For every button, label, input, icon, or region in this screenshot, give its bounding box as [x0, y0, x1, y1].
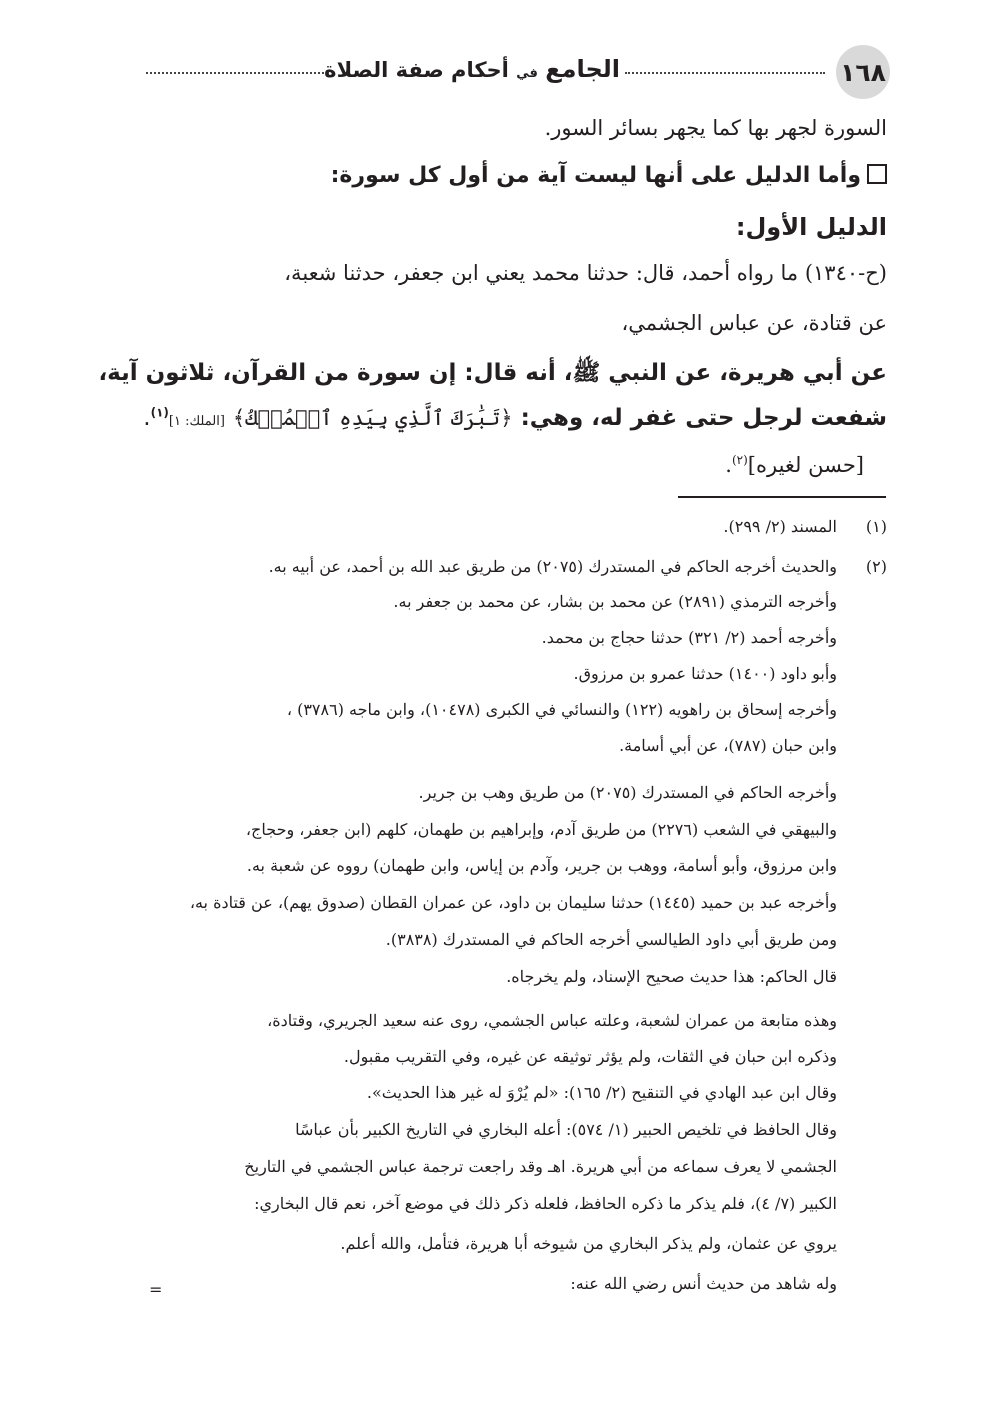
- running-title-main: الجامع: [545, 55, 620, 83]
- section-heading: [331, 163, 887, 188]
- footnote-line: وابن مرزوق، وأبو أسامة، ووهب بن جرير، وآدم بن إياس، وابن طهمان) رووه عن شعبة به.: [246, 856, 837, 875]
- footnote-marker-2: (٢): [731, 453, 748, 467]
- page-number: ١٦٨: [836, 45, 890, 99]
- footnote-line: وأخرجه عبد بن حميد (١٤٤٥) حدثنا سليمان بن داود، عن عمران القطان (صدوق يهم)، عن قتادة به،: [189, 893, 837, 912]
- footnote-line: والحديث أخرجه الحاكم في المستدرك (٢٠٧٥) من طريق عبد الله بن أحمد، عن أبيه به.: [268, 557, 837, 576]
- ayah-reference: [الملك: ١]: [168, 414, 225, 429]
- footnote-line: وابن حبان (٧٨٧)، عن أبي أسامة.: [619, 736, 837, 755]
- hadith-line-2: شفعت لرجل حتى غفر له، وهي: ﴿تَبَٰرَكَ ٱلَّذِي بِيَدِهِ ٱلۡمُلۡكُ﴾ [الملك: ١]$^{(١)}$.: [143, 405, 887, 431]
- footnote-line: وذكره ابن حبان في الثقات، ولم يؤثر توثيقه عن غيره، وفي التقريب مقبول.: [343, 1047, 837, 1066]
- footnote-line: وأخرجه إسحاق بن راهويه (١٢٢) والنسائي في الكبرى (١٠٤٧٨)، وابن ماجه (٣٧٨٦) ،: [286, 700, 837, 719]
- footnote-line: الكبير (٧/ ٤)، فلم يذكر ما ذكره الحافظ، فلعله ذكر ذلك في موضع آخر، نعم قال البخاري:: [254, 1194, 837, 1213]
- running-title-rest: أحكام صفة الصلاة: [324, 58, 509, 82]
- footnote-line: وأخرجه الحاكم في المستدرك (٢٠٧٥) من طريق وهب بن جرير.: [418, 783, 837, 802]
- chain-line-1: (ح-١٣٤٠) ما رواه أحمد، قال: حدثنا محمد يعني ابن جعفر، حدثنا شعبة،: [284, 261, 887, 285]
- footnote-line: يروي عن عثمان، ولم يذكر البخاري من شيوخه أبا هريرة، فتأمل، والله أعلم.: [340, 1234, 837, 1253]
- footnote-2-number: (٢): [865, 557, 887, 576]
- grade: [حسن لغيره]$^{(٢)}$.: [725, 453, 864, 477]
- footnote-line: وقال ابن عبد الهادي في التنقيح (٢/ ١٦٥): «لم يُرْوَ له غير هذا الحديث».: [366, 1083, 837, 1102]
- footnote-line: والبيهقي في الشعب (٢٢٧٦) من طريق آدم، وإبراهيم بن طهمان، كلهم (ابن جعفر، وحجاج،: [245, 820, 837, 839]
- footnote-line: وأخرجه الترمذي (٢٨٩١) عن محمد بن بشار، عن محمد بن جعفر به.: [393, 592, 837, 611]
- footnote-marker-1: (١): [150, 405, 169, 420]
- quran-ayah: ﴿تَبَٰرَكَ ٱلَّذِي بِيَدِهِ ٱلۡمُلۡكُ﴾: [232, 406, 513, 430]
- footnote-line: ومن طريق أبي داود الطيالسي أخرجه الحاكم في المستدرك (٣٨٣٨).: [385, 930, 837, 949]
- square-bullet-icon: [867, 164, 887, 184]
- header-dots-left: [146, 72, 324, 74]
- footnote-1-text: المسند (٢/ ٢٩٩).: [723, 517, 837, 536]
- footnote-line: وقال الحافظ في تلخيص الحبير (١/ ٥٧٤): أعله البخاري في التاريخ الكبير بأن عباسًا: [295, 1120, 837, 1139]
- hadith-line-1: عن أبي هريرة، عن النبي ﷺ، أنه قال: إن سورة من القرآن، ثلاثون آية،: [98, 360, 887, 386]
- grade-text: [حسن لغيره]: [747, 453, 864, 477]
- body-line-1: السورة لجهر بها كما يجهر بسائر السور.: [544, 116, 887, 140]
- footnote-1-number: (١): [865, 517, 887, 536]
- footnote-divider: [678, 496, 886, 498]
- chain-line-2: عن قتادة، عن عباس الجشمي،: [621, 311, 887, 335]
- footnote-2: [269, 557, 887, 576]
- footnote-line: الجشمي لا يعرف سماعه من أبي هريرة. اهـ وقد راجعت ترجمة عباس الجشمي في التاريخ: [244, 1157, 837, 1176]
- header-dots-right: [625, 72, 825, 74]
- footnote-1: [723, 517, 887, 536]
- footnote-line: قال الحاكم: هذا حديث صحيح الإسناد، ولم يخرجاه.: [506, 967, 837, 986]
- running-title: [324, 55, 620, 83]
- footnote-line: وأبو داود (١٤٠٠) حدثنا عمرو بن مرزوق.: [573, 664, 837, 683]
- section-heading-text: وأما الدليل على أنها ليست آية من أول كل سورة:: [330, 163, 861, 188]
- footnote-line: وأخرجه أحمد (٢/ ٣٢١) حدثنا حجاج بن محمد.: [541, 628, 837, 647]
- continuation-mark: =: [149, 1280, 163, 1299]
- running-title-prep: في: [516, 66, 538, 81]
- hadith-line-2-text: شفعت لرجل حتى غفر له، وهي:: [520, 405, 887, 431]
- footnote-line: وهذه متابعة من عمران لشعبة، وعلته عباس الجشمي، روى عنه سعيد الجريري، وقتادة،: [267, 1011, 837, 1030]
- footnote-line: وله شاهد من حديث أنس رضي الله عنه:: [570, 1274, 837, 1293]
- first-evidence-heading: الدليل الأول:: [735, 213, 887, 241]
